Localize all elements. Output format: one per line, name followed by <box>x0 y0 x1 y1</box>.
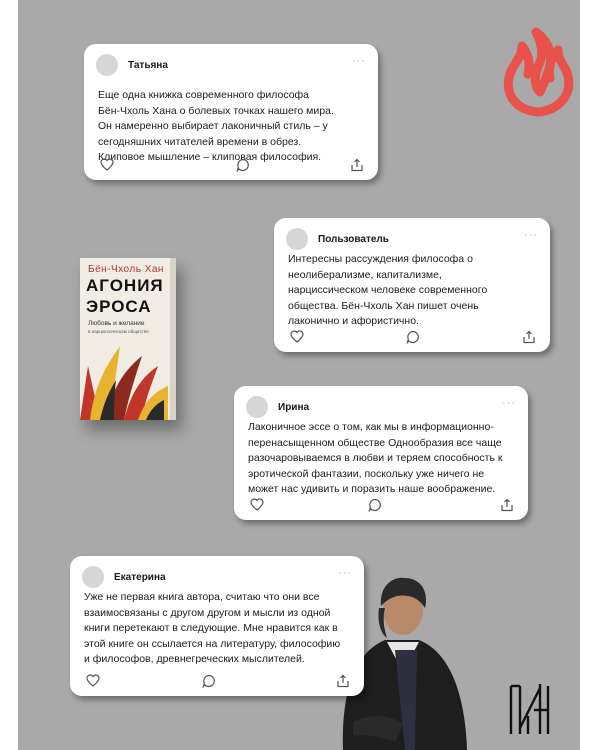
share-icon[interactable] <box>522 330 536 344</box>
heart-icon[interactable] <box>290 330 304 343</box>
post-text: Уже не первая книга автора, считаю что они все взаимосвязаны с другом другом и мысли из одной книги перетекают в следующие. Мне нравится как в этой книге он ссылается на литературу, философию и философов, древнегреческих мыслителей. <box>84 591 341 666</box>
more-dots-icon[interactable]: ··· <box>502 397 516 409</box>
username[interactable]: Пользователь <box>318 233 389 245</box>
comment-icon[interactable] <box>202 674 216 688</box>
card-actions <box>98 158 364 172</box>
comment-icon[interactable] <box>368 498 382 512</box>
card-header <box>82 566 166 588</box>
comment-icon[interactable] <box>406 330 420 344</box>
more-dots-icon[interactable]: ··· <box>338 567 352 579</box>
heart-icon[interactable] <box>100 158 114 171</box>
card-header <box>246 396 309 418</box>
post-text: Интересны рассуждения философа о неолиберализме, капитализме, нарциссическом человеке современного общества. Бён-Чхоль Хан пишет очень лаконично и афористично. <box>288 253 488 328</box>
avatar[interactable] <box>82 566 104 588</box>
card-actions <box>288 330 536 344</box>
heart-icon[interactable] <box>86 674 100 687</box>
username[interactable]: Екатерина <box>114 571 166 583</box>
username[interactable]: Ирина <box>278 401 310 413</box>
avatar[interactable] <box>286 228 308 250</box>
fire-logo-icon <box>496 22 580 120</box>
comment-card <box>84 44 378 180</box>
background-panel <box>18 0 580 750</box>
card-header <box>96 54 168 76</box>
book-subtitle-2: в нарциссическом обществе <box>88 329 149 334</box>
publisher-logo-icon <box>508 680 552 736</box>
book-cover <box>80 258 176 420</box>
book-title-line2: ЭРОСА <box>86 297 152 316</box>
share-icon[interactable] <box>336 674 350 688</box>
comment-card <box>70 556 364 696</box>
book-cover-art <box>80 336 170 420</box>
heart-icon[interactable] <box>250 498 264 511</box>
post-text: Еще одна книжка современного философа Бён-Чхоль Хана о болевых точках нашего мира. Он намеренно выбирает лаконичный стиль – у сегодняшних читателей времени в обрез. Клиповое мышление – клиповая философия. <box>98 89 334 164</box>
username[interactable]: Татьяна <box>128 59 168 71</box>
share-icon[interactable] <box>350 158 364 172</box>
card-actions <box>248 498 514 512</box>
book-subtitle: Любовь и желание <box>88 320 145 327</box>
book-title-line1: АГОНИЯ <box>86 276 164 295</box>
comment-icon[interactable] <box>236 158 250 172</box>
comment-card <box>274 218 550 352</box>
more-dots-icon[interactable]: ··· <box>524 229 538 241</box>
avatar[interactable] <box>96 54 118 76</box>
comment-card <box>234 386 528 520</box>
card-actions <box>84 674 350 688</box>
avatar[interactable] <box>246 396 268 418</box>
share-icon[interactable] <box>500 498 514 512</box>
post-text: Лаконичное эссе о том, как мы в информационно- перенасыщенном обществе Однообразия все чаще разочаровываемся в любви и теряем способность к эротической фантазии, поскольку уже ничего не может нас удивить и поразить наше воображение. <box>248 421 503 496</box>
book-author: Бён-Чхоль Хан <box>88 264 164 275</box>
more-dots-icon[interactable]: ··· <box>352 55 366 67</box>
card-header <box>286 228 389 250</box>
